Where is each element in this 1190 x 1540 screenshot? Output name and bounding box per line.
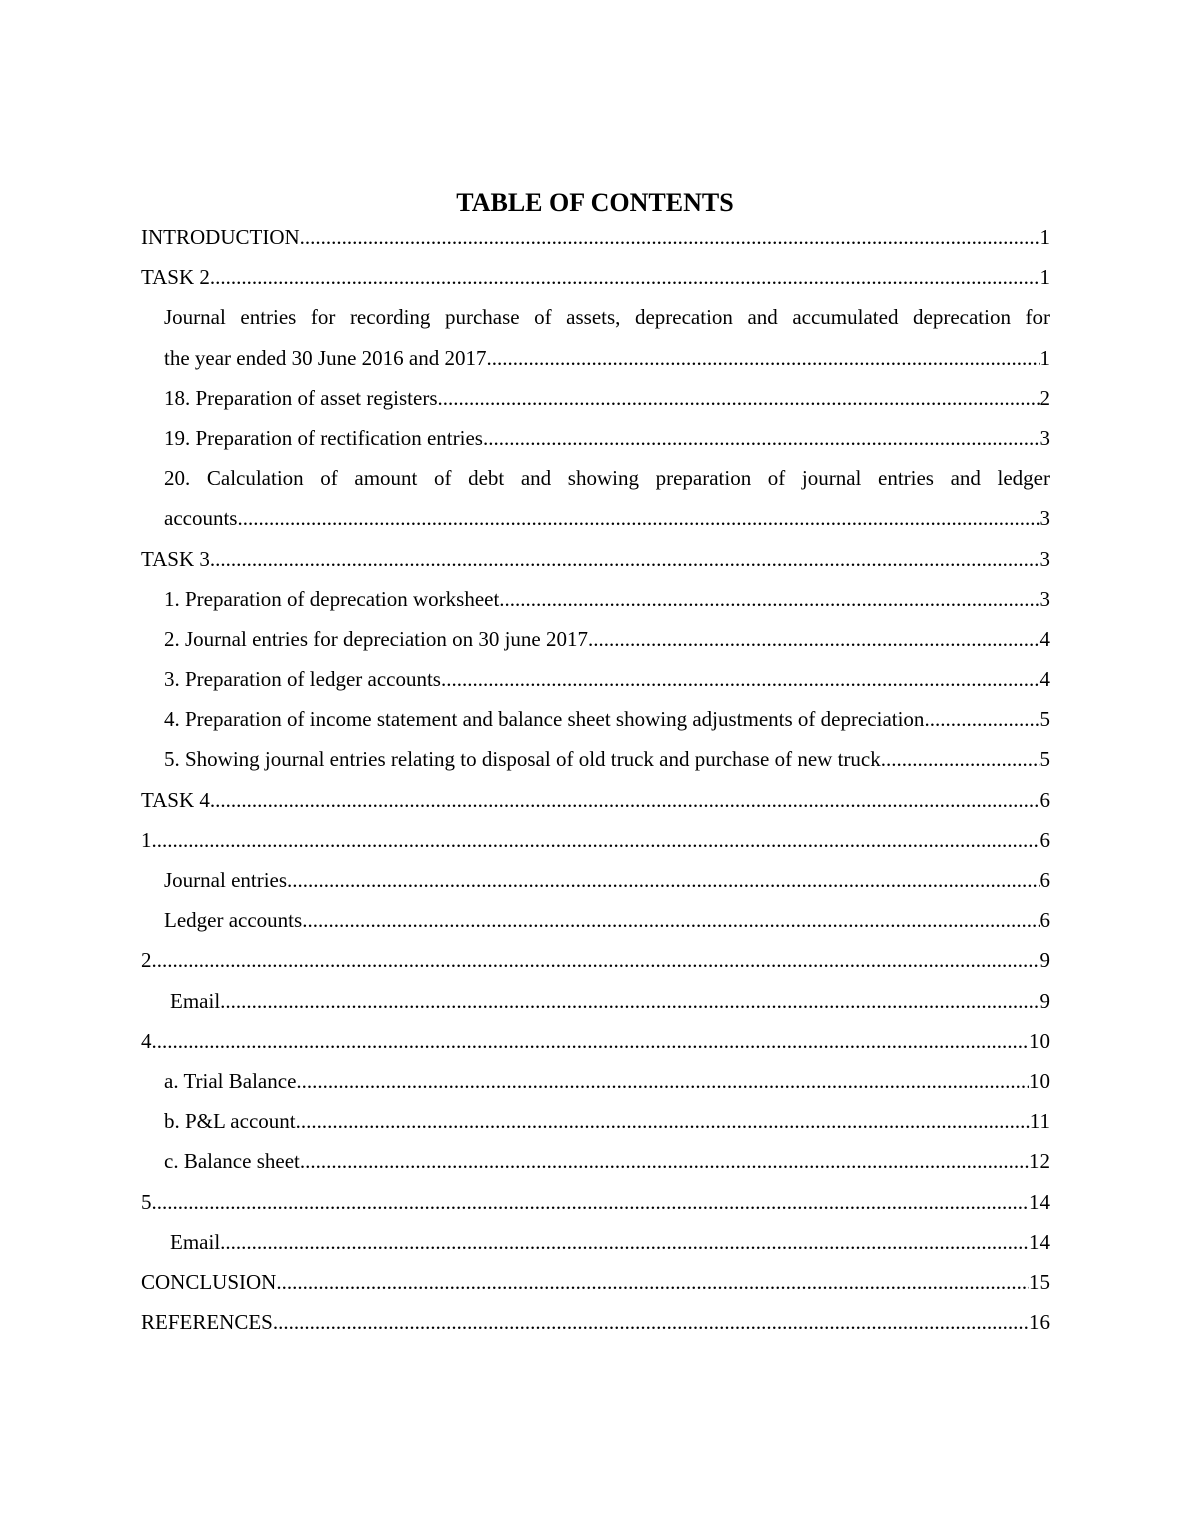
toc-entry-text: TASK 2 — [141, 257, 210, 297]
toc-entry[interactable] — [141, 1021, 1050, 1061]
toc-page-number: 14 — [1029, 1182, 1050, 1222]
toc-dot-leader — [276, 1262, 1029, 1302]
toc-dot-leader — [296, 1101, 1030, 1141]
toc-entry-text: c. Balance sheet — [164, 1141, 300, 1181]
toc-dot-leader — [441, 659, 1040, 699]
toc-entry-text-line1: Journal entries for recording purchase of assets, deprecation and accumulated deprecation for — [164, 305, 1050, 330]
toc-page-number: 6 — [1040, 900, 1051, 940]
toc-dot-leader — [152, 1182, 1030, 1222]
toc-entry-text: INTRODUCTION — [141, 217, 300, 257]
toc-page-number: 1 — [1040, 257, 1051, 297]
toc-entry-text: 3. Preparation of ledger accounts — [164, 659, 441, 699]
toc-entry[interactable] — [141, 1141, 1050, 1181]
toc-page-number: 3 — [1040, 539, 1051, 579]
toc-entry[interactable] — [141, 1262, 1050, 1302]
toc-page-number: 12 — [1029, 1141, 1050, 1181]
toc-entry[interactable] — [141, 217, 1050, 257]
toc-entry[interactable] — [141, 900, 1050, 940]
toc-dot-leader — [152, 1021, 1030, 1061]
toc-dot-leader — [300, 1141, 1029, 1181]
toc-entry-text-line1: 20. Calculation of amount of debt and showing preparation of journal entries and ledger — [164, 466, 1050, 491]
toc-dot-leader — [300, 217, 1040, 257]
toc-entry[interactable] — [141, 458, 1050, 538]
toc-page-number: 16 — [1029, 1302, 1050, 1342]
toc-entry[interactable] — [141, 257, 1050, 297]
toc-dot-leader — [499, 579, 1039, 619]
toc-page-number: 10 — [1029, 1061, 1050, 1101]
toc-entry[interactable] — [141, 1302, 1050, 1342]
toc-entry-text: REFERENCES — [141, 1302, 273, 1342]
toc-entry[interactable] — [141, 418, 1050, 458]
toc-entry[interactable] — [141, 981, 1050, 1021]
toc-entry-text: 1 — [141, 820, 152, 860]
toc-page-number: 14 — [1029, 1222, 1050, 1262]
toc-entry[interactable] — [141, 1061, 1050, 1101]
toc-entry[interactable] — [141, 619, 1050, 659]
toc-dot-leader — [438, 378, 1040, 418]
toc-entry-text: TASK 4 — [141, 780, 210, 820]
toc-page-number: 11 — [1030, 1101, 1050, 1141]
toc-dot-leader — [237, 498, 1039, 538]
toc-page-number: 3 — [1040, 498, 1051, 538]
toc-dot-leader — [152, 820, 1040, 860]
toc-page-number: 3 — [1040, 418, 1051, 458]
toc-dot-leader — [210, 780, 1040, 820]
toc-page-number: 5 — [1040, 739, 1051, 779]
toc-dot-leader — [220, 1222, 1029, 1262]
toc-entry-text: 4. Preparation of income statement and balance sheet showing adjustments of depreciation — [164, 699, 924, 739]
toc-entry[interactable] — [141, 659, 1050, 699]
toc-entry[interactable] — [141, 579, 1050, 619]
toc-page-number: 6 — [1040, 820, 1051, 860]
toc-entry[interactable] — [141, 297, 1050, 377]
toc-page-number: 6 — [1040, 860, 1051, 900]
toc-entry[interactable] — [141, 539, 1050, 579]
toc-entry[interactable] — [141, 780, 1050, 820]
toc-entry-text: TASK 3 — [141, 539, 210, 579]
toc-dot-leader — [302, 900, 1039, 940]
toc-page-number: 15 — [1029, 1262, 1050, 1302]
toc-entry[interactable] — [141, 1101, 1050, 1141]
toc-page-number: 2 — [1040, 378, 1051, 418]
toc-entry-text: 2 — [141, 940, 152, 980]
toc-page-number: 10 — [1029, 1021, 1050, 1061]
toc-dot-leader — [924, 699, 1039, 739]
toc-page-number: 1 — [1040, 217, 1051, 257]
toc-page-number: 3 — [1040, 579, 1051, 619]
toc-page-number: 4 — [1040, 659, 1051, 699]
toc-entry-text: 2. Journal entries for depreciation on 30 june 2017 — [164, 619, 588, 659]
toc-page-number: 9 — [1040, 981, 1051, 1021]
toc-entry-text: 4 — [141, 1021, 152, 1061]
toc-dot-leader — [296, 1061, 1029, 1101]
toc-entry[interactable] — [141, 739, 1050, 779]
toc-entry[interactable] — [141, 860, 1050, 900]
toc-entry[interactable] — [141, 699, 1050, 739]
toc-title: TABLE OF CONTENTS — [456, 188, 734, 217]
toc-entry-text: Ledger accounts — [164, 900, 302, 940]
toc-page-number: 6 — [1040, 780, 1051, 820]
toc-entry[interactable] — [141, 940, 1050, 980]
toc-page-number: 5 — [1040, 699, 1051, 739]
toc-page-number: 9 — [1040, 940, 1051, 980]
toc-entry-text: 5 — [141, 1182, 152, 1222]
toc-entry-text: a. Trial Balance — [164, 1061, 296, 1101]
toc-dot-leader — [483, 418, 1040, 458]
toc-entry-text: CONCLUSION — [141, 1262, 276, 1302]
toc-entry[interactable] — [141, 820, 1050, 860]
toc-dot-leader — [287, 860, 1039, 900]
toc-entry[interactable] — [141, 1182, 1050, 1222]
toc-entry-text: 1. Preparation of deprecation worksheet — [164, 579, 499, 619]
toc-entry[interactable] — [141, 1222, 1050, 1262]
toc-dot-leader — [881, 739, 1040, 779]
toc-dot-leader — [273, 1302, 1029, 1342]
toc-entry-text: 18. Preparation of asset registers — [164, 378, 438, 418]
toc-dot-leader — [588, 619, 1040, 659]
toc-entry-text: b. P&L account — [164, 1101, 296, 1141]
toc-page-number: 1 — [1040, 338, 1051, 378]
toc-entry-text: 5. Showing journal entries relating to disposal of old truck and purchase of new truck — [164, 739, 881, 779]
toc-entry-text: accounts — [164, 498, 237, 538]
toc-page-number: 4 — [1040, 619, 1051, 659]
toc-dot-leader — [220, 981, 1039, 1021]
toc-dot-leader — [210, 257, 1040, 297]
toc-dot-leader — [210, 539, 1040, 579]
toc-entry-text: Journal entries — [164, 860, 287, 900]
toc-entry-text: the year ended 30 June 2016 and 2017 — [164, 338, 487, 378]
toc-entry-text: 19. Preparation of rectification entries — [164, 418, 483, 458]
toc-entry-line2 — [164, 338, 1050, 378]
toc-entry-text: Email — [170, 1222, 220, 1262]
toc-entry-text: Email — [170, 981, 220, 1021]
toc-entry[interactable] — [141, 378, 1050, 418]
toc-dot-leader — [487, 338, 1040, 378]
toc-dot-leader — [152, 940, 1040, 980]
toc-list — [141, 217, 1050, 1342]
toc-entry-line2 — [164, 498, 1050, 538]
